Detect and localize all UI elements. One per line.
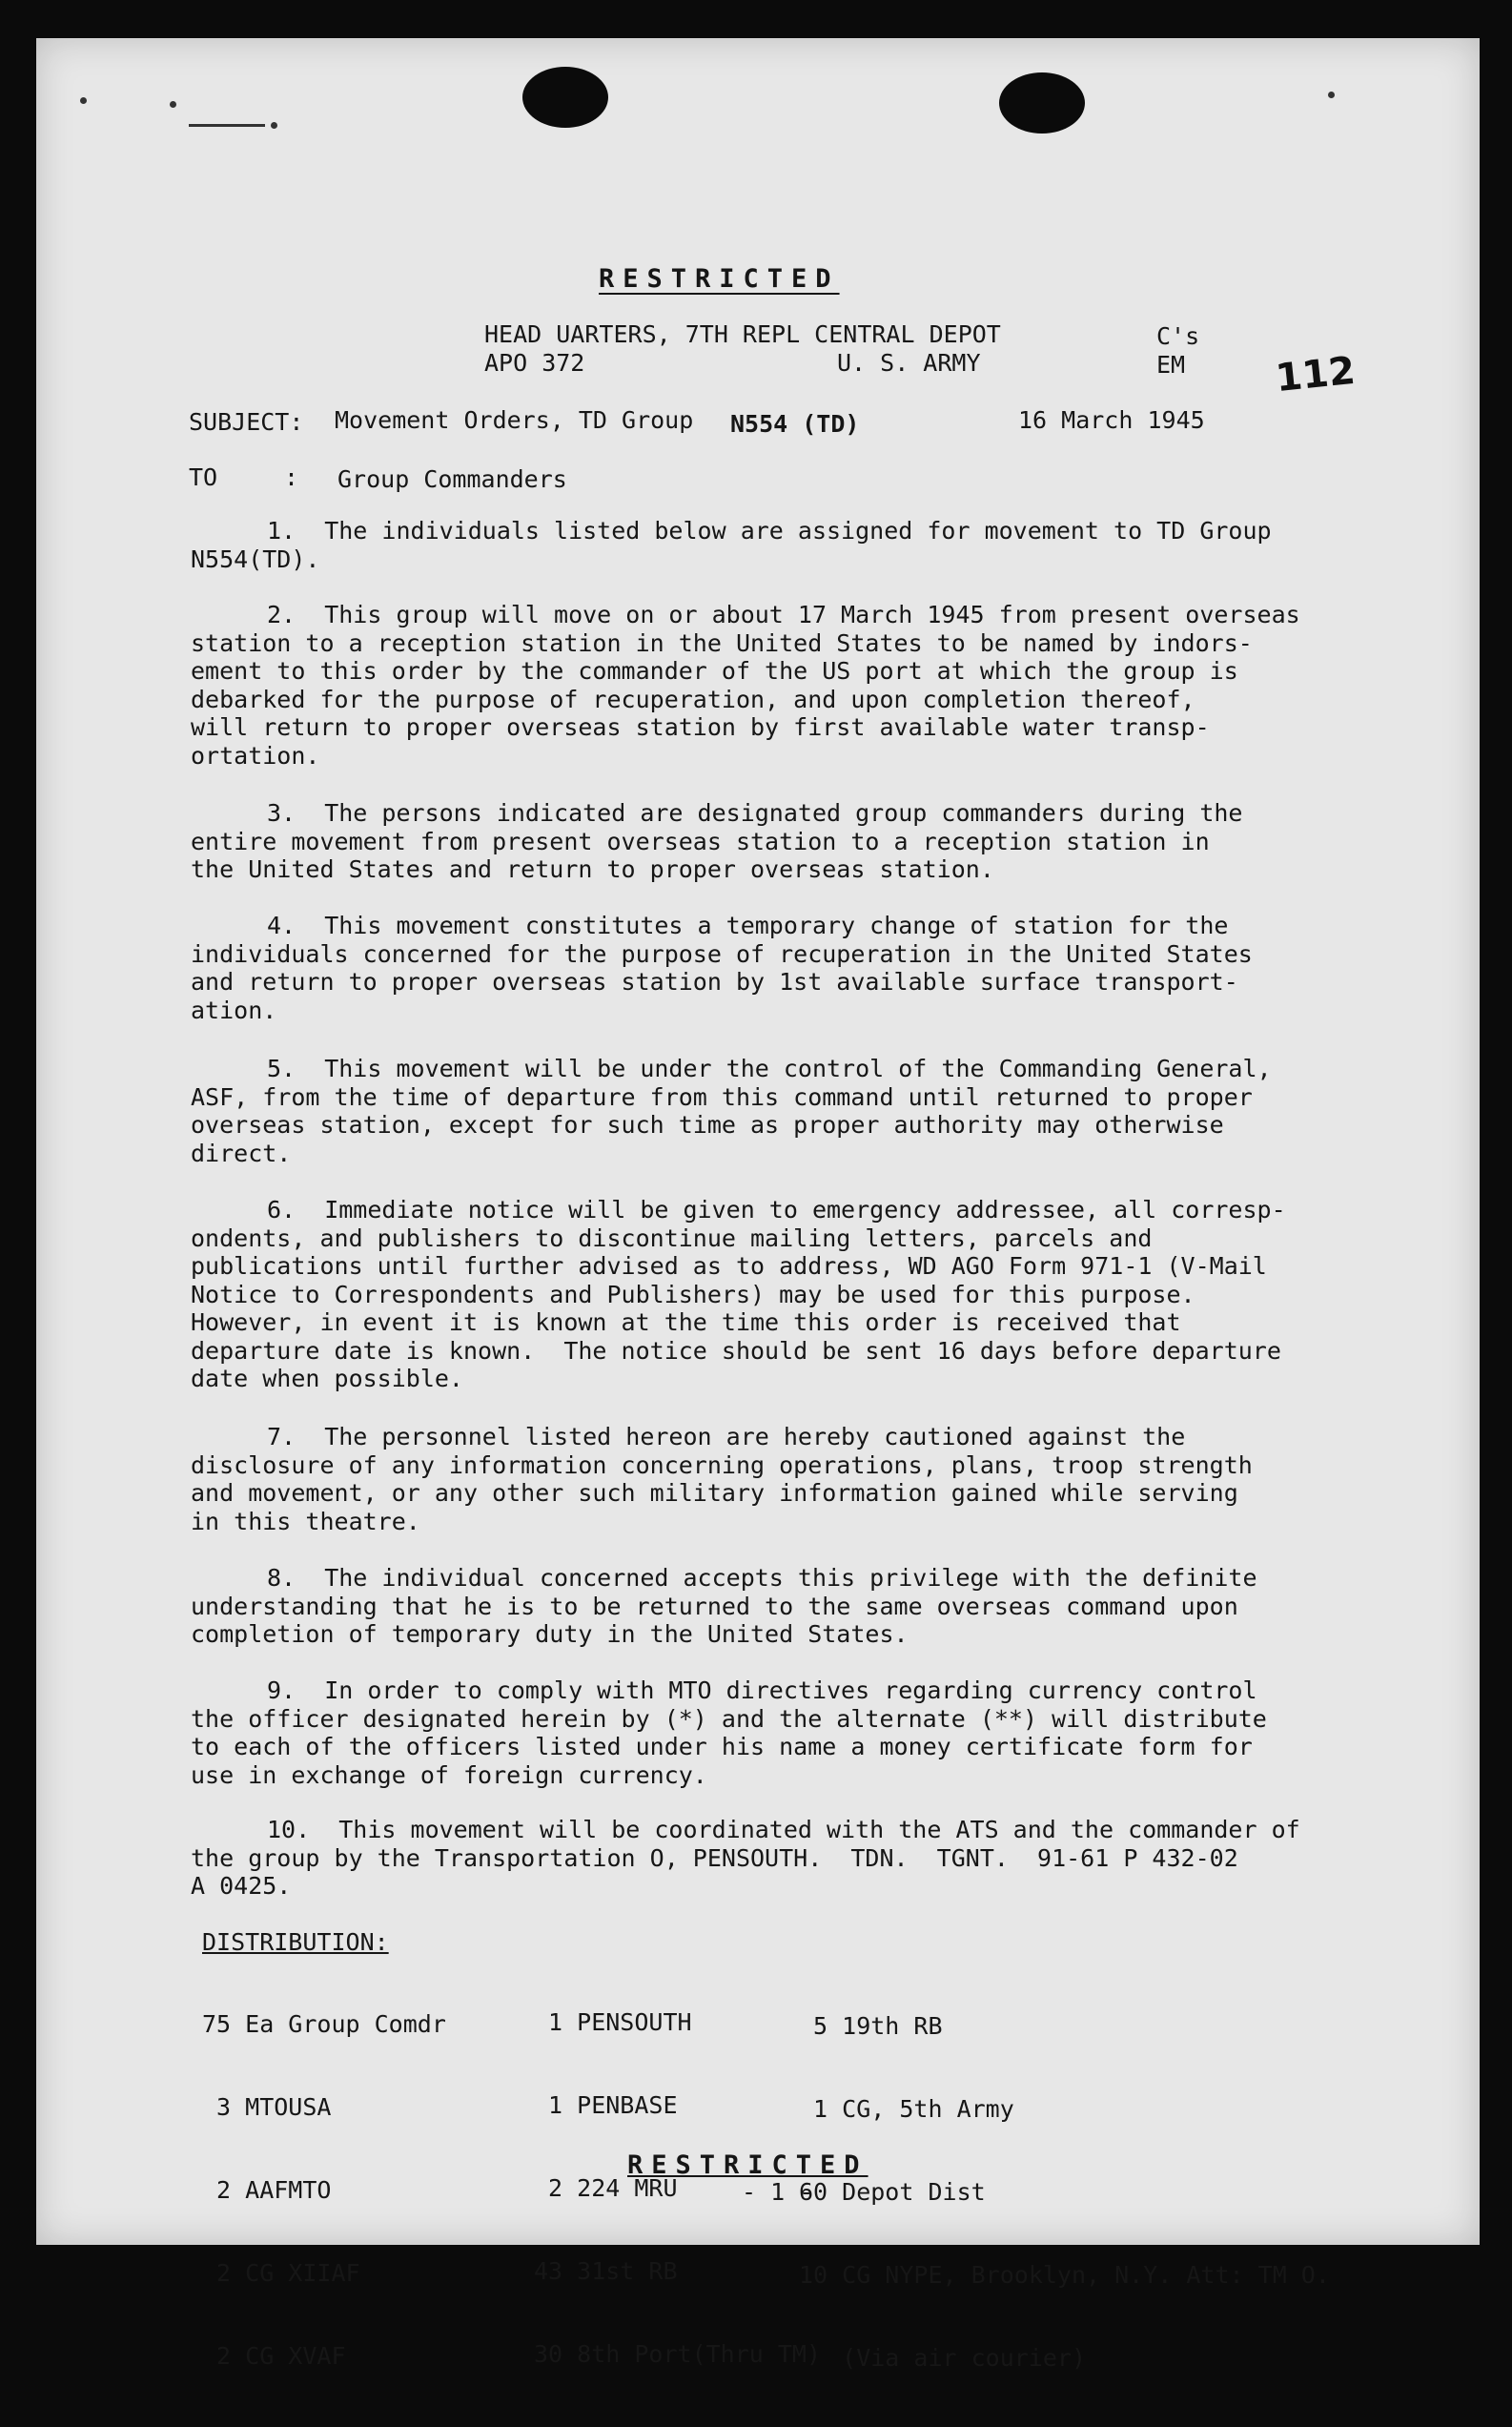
distribution-column-1 (202, 1955, 446, 2425)
speck (271, 122, 277, 129)
distribution-entry: 2 CG XVAF (202, 2342, 346, 2370)
distribution-heading: DISTRIBUTION: (202, 1928, 389, 1956)
paragraph-6: 6. Immediate notice will be given to emergency addressee, all corresp- ondents, and publishers to discontinue mailing letters, parcels and publications until further advised as to address, WD AGO Form 971-1 (V-Mail Notice to Correspondents and Publishers) may be used for this purpose. However, in event it is known at the time this order is received that departure date is known. The notice should be sent 16 days before departure date when possible. (191, 1196, 1286, 1392)
speck (80, 97, 87, 104)
handwritten-page-number: 112 (1273, 348, 1358, 401)
speck (170, 101, 176, 108)
army-line: U. S. ARMY (837, 349, 981, 377)
distribution-entry: 1 PENSOUTH (534, 2008, 692, 2036)
classification-header: RESTRICTED (599, 264, 840, 294)
apo-line: APO 372 (484, 349, 585, 377)
paragraph-7: 7. The personnel listed hereon are hereby cautioned against the disclosure of any information concerning operations, plans, troop strength and movement, or any other such military information gained while serving in this theatre. (191, 1423, 1253, 1535)
distribution-entry: 2 224 MRU (534, 2174, 678, 2202)
distribution-entry: (Via air courier) (799, 2344, 1087, 2372)
subject-text: Movement Orders, TD Group (335, 406, 694, 434)
distribution-entry: 2 AAFMTO (202, 2176, 332, 2204)
distribution-entry: 5 19th RB (799, 2012, 943, 2040)
subject-label: SUBJECT: (189, 408, 304, 436)
pencil-mark (189, 124, 265, 127)
classification-footer: RESTRICTED (627, 2150, 868, 2180)
subject-date: 16 March 1945 (1018, 406, 1205, 434)
to-text: Group Commanders (337, 465, 567, 493)
binder-hole (999, 72, 1085, 134)
paragraph-3: 3. The persons indicated are designated group commanders during the entire movement from present overseas station to a reception station in the United States and return to proper overseas station. (191, 799, 1243, 883)
paragraph-9: 9. In order to comply with MTO directives regarding currency control the officer designated herein by (*) and the alternate (**) will distribute to each of the officers listed under his name a money certificate form for use in exchange of foreign currency. (191, 1676, 1267, 1789)
paragraph-1: 1. The individuals listed below are assigned for movement to TD Group N554(TD). (191, 517, 1272, 573)
binder-hole (522, 67, 608, 128)
cs-label: C's (1156, 322, 1200, 350)
to-separator: : (284, 463, 299, 491)
distribution-entry: 2 CG XIIAF (202, 2259, 360, 2287)
page-number: - 1 - (742, 2178, 814, 2206)
paragraph-4: 4. This movement constitutes a temporary change of station for the individuals concerned for the purpose of recuperation in the United States and return to proper overseas station by 1st available surface transport- ation. (191, 912, 1253, 1024)
speck (1328, 92, 1335, 98)
paragraph-8: 8. The individual concerned accepts this privilege with the definite understanding that he is to be returned to the same overseas command upon completion of temporary duty in the United States. (191, 1564, 1257, 1648)
distribution-entry: 30 8th Port(Thru TM) (534, 2340, 822, 2368)
to-label: TO (189, 463, 218, 491)
distribution-entry: 1 CG, 5th Army (799, 2095, 1014, 2123)
distribution-entry: 75 Ea Group Comdr (202, 2010, 446, 2038)
group-number: N554 (TD) (730, 410, 860, 438)
distribution-entry: 10 CG NYPE, Brooklyn, N.Y. Att: TM O. (799, 2261, 1330, 2289)
distribution-entry: 3 MTOUSA (202, 2093, 332, 2121)
headquarters-line: HEAD UARTERS, 7TH REPL CENTRAL DEPOT (484, 320, 1001, 348)
paragraph-10: 10. This movement will be coordinated with the ATS and the commander of the group by the Transportation O, PENSOUTH. TDN. TGNT. 91-61 P 432-02 A 0425. (191, 1816, 1300, 1900)
distribution-entry: 1 PENBASE (534, 2091, 678, 2119)
em-label: EM (1156, 351, 1186, 379)
document-page (36, 38, 1480, 2372)
paragraph-5: 5. This movement will be under the control of the Commanding General, ASF, from the time of departure from this command until returned to proper overseas station, except for such time as proper authority may otherwise direct. (191, 1055, 1272, 1167)
paragraph-2: 2. This group will move on or about 17 March 1945 from present overseas station to a reception station in the United States to be named by indors- ement to this order by the commander of the US port at which the group is debarked for the purpose of recuperation, and upon completion thereof, will return to proper overseas station by first available water transp- ortation. (191, 601, 1300, 770)
distribution-column-3 (799, 1957, 1330, 2427)
distribution-entry: 60 Depot Dist (799, 2178, 986, 2206)
distribution-entry: 43 31st RB (534, 2257, 678, 2285)
